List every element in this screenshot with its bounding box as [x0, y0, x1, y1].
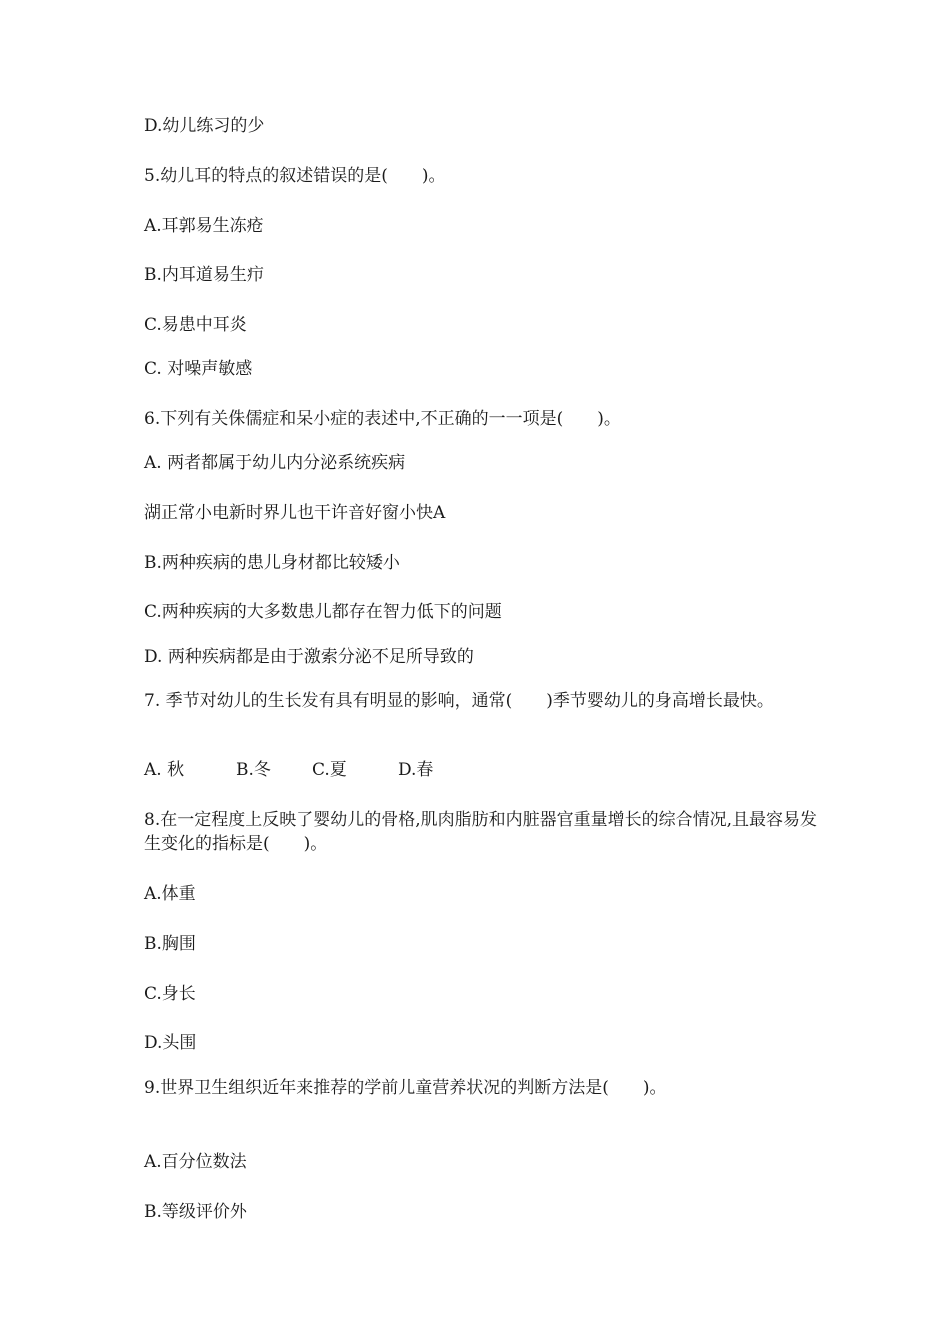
option-q7-b: B.冬 [236, 760, 271, 780]
option-q8-a: A.体重 [144, 884, 196, 904]
option-q6-d: D. 两种疾病都是由于激索分泌不足所导致的 [144, 647, 474, 667]
option-q4-d: D.幼儿练习的少 [144, 116, 265, 136]
option-q9-b: B.等级评价外 [144, 1202, 247, 1222]
question-7-stem: 7. 季节对幼儿的生长发有具有明显的影响，通常( )季节婴幼儿的身高增长最快。 [144, 691, 774, 711]
question-6-stem: 6.下列有关侏儒症和呆小症的表述中,不正确的一一项是( )。 [144, 409, 621, 429]
option-q5-a: A.耳郭易生冻疮 [144, 216, 264, 236]
option-q7-d: D.春 [398, 760, 434, 780]
option-q9-a: A.百分位数法 [144, 1152, 247, 1172]
option-q6-a: A. 两者都属于幼儿内分泌系统疾病 [144, 453, 406, 473]
option-q5-c: C.易患中耳炎 [144, 315, 247, 335]
option-q5-b: B.内耳道易生疖 [144, 265, 264, 285]
stray-text-line: 湖正常小电新时界儿也干许音好窗小快A [144, 503, 446, 523]
question-5-stem: 5.幼儿耳的特点的叙述错误的是( )。 [144, 166, 446, 186]
question-7-options [144, 758, 433, 782]
question-8-stem: 8.在一定程度上反映了婴幼儿的骨格,肌肉脂肪和内脏器官重量增长的综合情况,且最容易发生变化的指标是( )。 [144, 810, 818, 854]
option-q8-d: D.头围 [144, 1033, 197, 1053]
option-q7-a: A. 秋 [144, 760, 185, 780]
option-q6-c: C.两种疾病的大多数患儿都存在智力低下的问题 [144, 602, 502, 622]
option-q8-b: B.胸围 [144, 934, 196, 954]
option-q7-c: C.夏 [312, 760, 347, 780]
option-q5-d: C. 对噪声敏感 [144, 359, 253, 379]
option-q8-c: C.身长 [144, 984, 196, 1004]
question-9-stem: 9.世界卫生组织近年来推荐的学前儿童营养状况的判断方法是( )。 [144, 1078, 667, 1098]
option-q6-b: B.两种疾病的患儿身材都比较矮小 [144, 553, 400, 573]
